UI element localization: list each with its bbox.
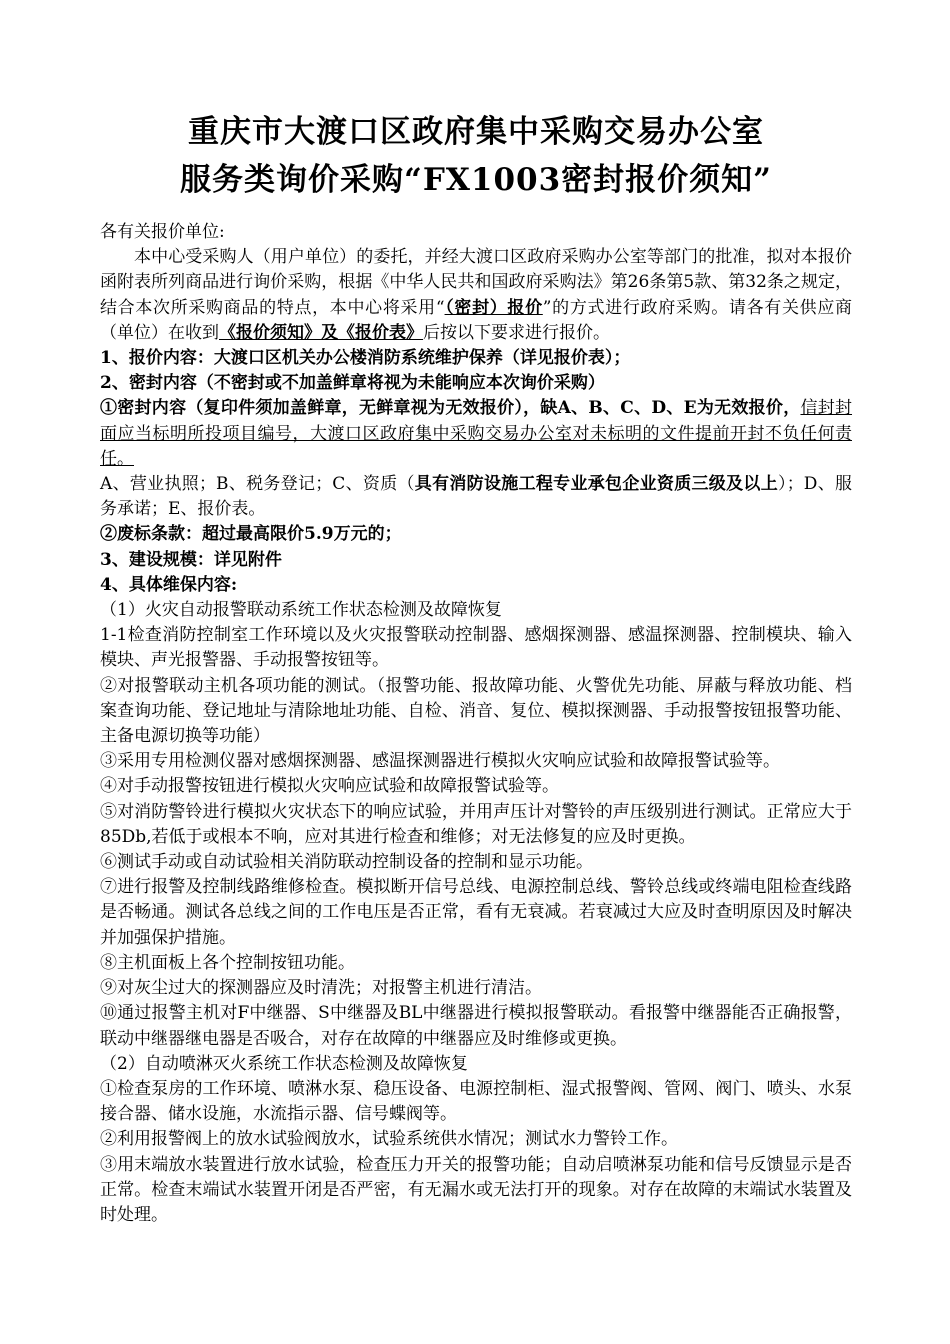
content-item: ③采用专用检测仪器对感烟探测器、感温探测器进行模拟火灾响应试验和故障报警试验等。: [100, 751, 780, 772]
content-item: ③用末端放水装置进行放水试验，检查压力开关的报警功能；自动启喷淋泵功能和信号反馈显示是否正常。检查末端试水装置开闭是否严密，有无漏水或无法打开的现象。对存在故障的末端试水装置及时处理。: [100, 1154, 852, 1225]
subsection-1-heading: （1）火灾自动报警联动系统工作状态检测及故障恢复: [100, 600, 502, 621]
docs-part-a: A、营业执照；B、税务登记；C、资质（: [100, 474, 415, 495]
greeting: 各有关报价单位:: [100, 222, 225, 242]
document-title-line1: 重庆市大渡口区政府集中采购交易办公室: [188, 114, 764, 150]
intro-part5: 后按以下要求进行报价。: [423, 322, 610, 343]
section-2-item-1-underline: 信封封面应当标明所投项目编号，大渡口区政府集中采购交易办公室对未标明的文件提前开封不负任何责任。: [100, 398, 853, 469]
content-item: ⑩通过报警主机对F中继器、S中继器及BL中继器进行模拟报警联动。看报警中继器能否正确报警，联动中继器继电器是否吸合，对存在故障的中继器应及时维修或更换。: [100, 1003, 852, 1049]
content-item: ⑨对灰尘过大的探测器应及时清洗；对报警主机进行清洁。: [100, 978, 542, 999]
content-item: ②对报警联动主机各项功能的测试。（报警功能、报故障功能、火警优先功能、屏蔽与释放功能、档案查询功能、登记地址与清除地址功能、自检、消音、复位、模拟探测器、手动报警按钮报警功能、主备电源切换等功能）: [100, 675, 852, 747]
content-item: ⑤对消防警铃进行模拟火灾状态下的响应试验，并用声压计对警铃的声压级别进行测试。正常应大于85Db,若低于或根本不响，应对其进行检查和维修；对无法修复的应及时更换。: [100, 801, 852, 847]
intro-part1: 本中心受采购人（用户单位）的委托，并经大渡口区政府采购办公室等部门的批准，拟对本报价函附表所列商品进行询价采购，根据《中华人民共和国政府采购法》第26条第5款、第32条之规定，结合本次所采购商品的特点，本中心将采用“: [100, 247, 852, 318]
section-2: 2、密封内容（不密封或不加盖鲜章将视为未能响应本次询价采购）: [100, 373, 605, 394]
intro-paragraph: [100, 245, 852, 346]
section-3: 3、建设规模：详见附件: [100, 549, 282, 570]
docs-part-c: ）；D、服务承诺；E、报价表。: [100, 474, 852, 520]
required-documents: [100, 472, 852, 522]
content-item: ⑦进行报警及控制线路维修检查。模拟断开信号总线、电源控制总线、警铃总线或终端电阻检查线路是否畅通。测试各总线之间的工作电压是否正常，看有无衰减。若衰减过大应及时查明原因及时解决并加强保护措施。: [100, 877, 852, 948]
content-item: ⑧主机面板上各个控制按钮功能。: [100, 952, 355, 973]
section-2-item-1-bold: ①密封内容（复印件须加盖鲜章，无鲜章视为无效报价），缺A、B、C、D、E为无效报价，: [100, 398, 801, 419]
section-2-item-1: [100, 396, 852, 472]
section-1: 1、报价内容：大渡口区机关办公楼消防系统维护保养（详见报价表）；: [100, 348, 631, 369]
docs-qualification: 具有消防设施工程专业承包企业资质三级及以上: [414, 474, 778, 495]
content-item: ②利用报警阀上的放水试验阀放水，试验系统供水情况；测试水力警铃工作。: [100, 1129, 678, 1150]
subsection-2-heading: （2）自动喷淋灭火系统工作状态检测及故障恢复: [100, 1053, 468, 1074]
section-2-item-2: ②废标条款：超过最高限价5.9万元的；: [100, 524, 402, 545]
content-item: ①检查泵房的工作环境、喷淋水泵、稳压设备、电源控制柜、湿式报警阀、管网、阀门、喷头、水泵接合器、储水设施，水流指示器、信号蝶阀等。: [100, 1078, 852, 1125]
content-item: ④对手动报警按钮进行模拟火灾响应试验和故障报警试验等。: [100, 776, 559, 797]
content-item: ⑥测试手动或自动试验相关消防联动控制设备的控制和显示功能。: [100, 852, 593, 873]
document-body: [100, 220, 852, 1228]
content-item: 1-1检查消防控制室工作环境以及火灾报警联动控制器、感烟探测器、感温探测器、控制模块、输入模块、声光报警器、手动报警按钮等。: [100, 625, 852, 671]
section-4: 4、具体维保内容:: [100, 574, 238, 595]
intro-part3: ”的方式进行政府采购。请各有关供应商（单位）在收到: [100, 297, 852, 343]
intro-method: （密封）报价: [444, 297, 543, 318]
intro-documents: 《报价须知》及《报价表》: [219, 322, 423, 343]
document-title-line2: 服务类询价采购“FX1003密封报价须知”: [179, 162, 772, 198]
